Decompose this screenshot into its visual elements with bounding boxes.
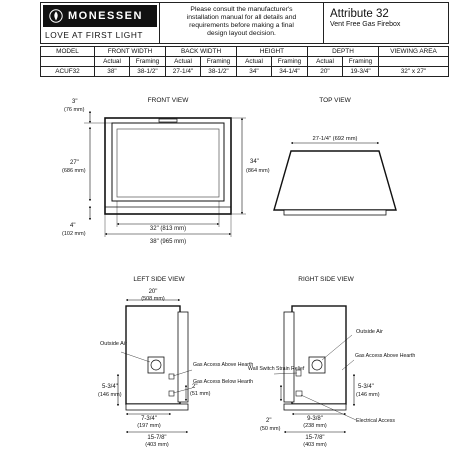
dim-label: 5-3/4" bbox=[102, 384, 118, 390]
table-subheader: Framing bbox=[272, 57, 308, 67]
table-header: FRONT WIDTH bbox=[95, 47, 166, 57]
brand-name: MONESSEN bbox=[68, 10, 143, 22]
dim-label: 15-7/8" bbox=[305, 435, 325, 441]
callout-label: Electrical Access bbox=[356, 418, 395, 424]
notice-line: design layout decision. bbox=[207, 30, 276, 38]
table-header: VIEWING AREA bbox=[379, 47, 449, 57]
dim-label: (51 mm) bbox=[190, 391, 211, 397]
table-subheader: Framing bbox=[343, 57, 379, 67]
tagline: LOVE AT FIRST LIGHT bbox=[45, 30, 144, 40]
table-subheader: Actual bbox=[237, 57, 272, 67]
callout-label: Outside Air bbox=[356, 329, 383, 335]
dim-label: 2" bbox=[192, 384, 198, 390]
front-frame bbox=[178, 312, 188, 402]
dim-label: 9-3/8" bbox=[307, 416, 323, 422]
table-cell-model: ACUF32 bbox=[41, 67, 95, 77]
table-header: HEIGHT bbox=[237, 47, 308, 57]
dim-label: 2" bbox=[266, 418, 272, 424]
table-header: DEPTH bbox=[308, 47, 379, 57]
top-view bbox=[274, 97, 396, 215]
dim-label: (508 mm) bbox=[141, 296, 165, 302]
notice-line: requirements before making a final bbox=[189, 22, 294, 30]
dim-label: 7-3/4" bbox=[141, 416, 157, 422]
dim-label: (50 mm) bbox=[260, 426, 281, 432]
table-cell: 34" bbox=[237, 67, 272, 77]
left-base bbox=[126, 404, 188, 410]
table-cell-viewing-area: 32" x 27" bbox=[379, 67, 449, 77]
callout-label: Gas Access Below Hearth bbox=[193, 379, 253, 385]
front-view bbox=[62, 97, 270, 245]
dim-label: (76 mm) bbox=[64, 107, 85, 113]
table-header: MODEL bbox=[41, 47, 95, 57]
dim-label: 3" bbox=[72, 99, 78, 105]
dim-label: (864 mm) bbox=[246, 168, 270, 174]
dim-label: 20" bbox=[148, 289, 158, 295]
right-side-view bbox=[248, 276, 415, 448]
table-subheader: Actual bbox=[308, 57, 343, 67]
table-cell: 38-1/2" bbox=[130, 67, 166, 77]
table-subheader: Framing bbox=[201, 57, 237, 67]
table-cell: 27-1/4" bbox=[166, 67, 201, 77]
dim-label: 5-3/4" bbox=[358, 384, 374, 390]
callout-label: Wall Switch Strain Relief bbox=[248, 366, 305, 372]
callout-label: Gas Access Above Hearth bbox=[193, 362, 254, 368]
front-frame bbox=[284, 312, 294, 402]
left-side-view-title: LEFT SIDE VIEW bbox=[133, 276, 185, 283]
dim-label: 32" (813 mm) bbox=[149, 226, 187, 232]
right-side-outline bbox=[292, 306, 346, 404]
product-name: Attribute 32 bbox=[330, 8, 389, 20]
notice-line: installation manual for all details and bbox=[186, 14, 297, 22]
table-cell: 34-1/4" bbox=[272, 67, 308, 77]
firebox-opening bbox=[112, 123, 224, 201]
dim-label: (197 mm) bbox=[137, 423, 161, 429]
table-cell: 19-3/4" bbox=[343, 67, 379, 77]
outside-air-icon bbox=[312, 360, 322, 370]
table-cell: 38" bbox=[95, 67, 130, 77]
callout-label: Outside Air bbox=[100, 341, 127, 347]
front-view-title: FRONT VIEW bbox=[147, 97, 189, 104]
firebox-top-outline bbox=[274, 151, 396, 210]
dim-label: 27-1/4" (692 mm) bbox=[312, 136, 358, 142]
table-subheader: Framing bbox=[130, 57, 166, 67]
table-cell: 20" bbox=[308, 67, 343, 77]
dim-label: (403 mm) bbox=[145, 442, 169, 448]
dim-label: (146 mm) bbox=[356, 392, 380, 398]
dim-label: 15-7/8" bbox=[147, 435, 167, 441]
dim-label: 27" bbox=[70, 160, 79, 166]
dim-label: 4" bbox=[70, 223, 76, 229]
table-subheader: Actual bbox=[166, 57, 201, 67]
firebox-front-lip bbox=[284, 210, 386, 215]
right-side-view-title: RIGHT SIDE VIEW bbox=[298, 276, 354, 283]
gas-access-below bbox=[169, 391, 174, 396]
top-view-title: TOP VIEW bbox=[319, 97, 351, 104]
dim-label: (102 mm) bbox=[62, 231, 86, 237]
dim-label: (686 mm) bbox=[62, 168, 86, 174]
dim-label: 38" (965 mm) bbox=[149, 239, 187, 245]
spec-sheet bbox=[4, 2, 456, 458]
left-side-outline bbox=[126, 306, 180, 404]
outside-air-icon bbox=[151, 360, 161, 370]
dim-label: 34" bbox=[250, 159, 259, 165]
gas-access-above bbox=[169, 374, 174, 379]
top-vent bbox=[159, 119, 177, 122]
table-header: BACK WIDTH bbox=[166, 47, 237, 57]
product-subtitle: Vent Free Gas Firebox bbox=[330, 21, 401, 28]
dim-label: (146 mm) bbox=[98, 392, 122, 398]
right-base bbox=[284, 404, 346, 410]
left-side-view bbox=[98, 276, 253, 448]
dim-label: (403 mm) bbox=[303, 442, 327, 448]
notice-line: Please consult the manufacturer's bbox=[190, 6, 293, 13]
table-cell: 38-1/2" bbox=[201, 67, 237, 77]
dim-label: (238 mm) bbox=[303, 423, 327, 429]
table-subheader: Actual bbox=[95, 57, 130, 67]
callout-label: Gas Access Above Hearth bbox=[355, 353, 416, 359]
drawings bbox=[4, 2, 456, 458]
